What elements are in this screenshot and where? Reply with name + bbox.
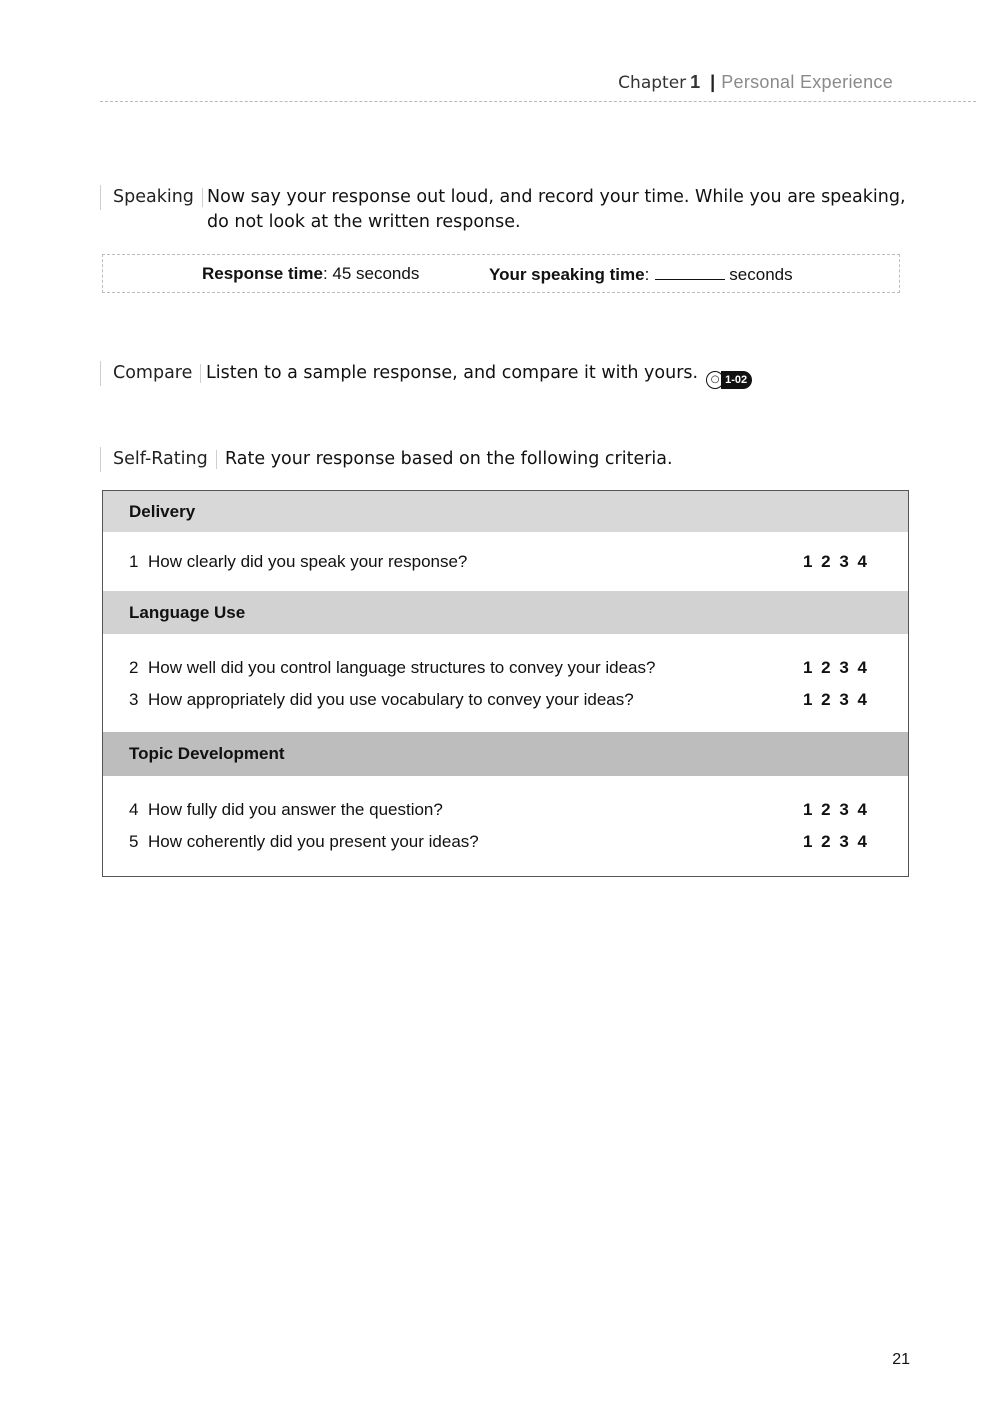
compare-label: Compare — [100, 361, 192, 386]
chapter-word: Chapter — [618, 73, 687, 93]
rating-scale[interactable]: 1 2 3 4 — [803, 658, 867, 677]
rating-scale[interactable]: 1 2 3 4 — [803, 552, 867, 571]
header-separator: | — [710, 72, 716, 92]
question-text: How fully did you answer the question? — [148, 800, 443, 819]
page-number: 21 — [892, 1351, 910, 1368]
self-rating-label: Self-Rating — [100, 447, 208, 472]
rating-table — [102, 490, 909, 877]
question-number: 5 — [129, 832, 139, 851]
chapter-title: Personal Experience — [721, 72, 893, 92]
question-row — [129, 658, 655, 678]
running-header — [0, 72, 893, 93]
question-number: 3 — [129, 690, 139, 709]
rating-scale[interactable]: 1 2 3 4 — [803, 800, 867, 819]
speaking-instructions: Now say your response out loud, and record your time. While you are speaking, do not look at the written response. — [207, 187, 906, 232]
question-text: How coherently did you present your ideas? — [148, 832, 479, 851]
compare-section — [100, 361, 920, 389]
question-text: How appropriately did you use vocabulary to convey your ideas? — [148, 690, 634, 709]
speaking-label: Speaking — [100, 185, 194, 210]
compare-text: Listen to a sample response, and compare it with yours. — [206, 363, 699, 383]
response-time — [202, 264, 419, 284]
audio-track-number: 1-02 — [721, 371, 752, 389]
speaking-time-colon: : — [644, 265, 650, 284]
rating-scale[interactable]: 1 2 3 4 — [803, 832, 867, 851]
question-text: How clearly did you speak your response? — [148, 552, 468, 571]
speaking-section — [100, 185, 920, 237]
question-number: 4 — [129, 800, 139, 819]
speaking-time — [489, 264, 793, 285]
response-time-label: Response time — [202, 264, 323, 283]
chapter-number: 1 — [690, 72, 701, 92]
response-time-box — [102, 254, 900, 293]
self-rating-section — [100, 447, 920, 475]
question-row — [129, 690, 634, 710]
speaking-time-label: Your speaking time — [489, 265, 645, 284]
rating-scale[interactable]: 1 2 3 4 — [803, 690, 867, 709]
header-divider — [100, 101, 976, 102]
question-row — [129, 552, 467, 572]
response-time-value: : 45 seconds — [322, 264, 420, 283]
speaking-time-blank[interactable] — [655, 264, 725, 280]
speaking-time-unit: seconds — [729, 265, 793, 284]
cd-icon: ○ — [706, 371, 724, 389]
question-number: 1 — [129, 552, 139, 571]
section-header-delivery: Delivery — [103, 491, 908, 532]
question-row — [129, 832, 479, 852]
compare-instructions — [206, 361, 752, 390]
question-row — [129, 800, 443, 820]
audio-track-badge[interactable] — [706, 370, 752, 390]
section-header-topic-development: Topic Development — [103, 732, 908, 776]
section-header-language-use: Language Use — [103, 591, 908, 634]
question-number: 2 — [129, 658, 139, 677]
question-text: How well did you control language structures to convey your ideas? — [148, 658, 656, 677]
self-rating-instructions: Rate your response based on the following criteria. — [225, 449, 673, 469]
